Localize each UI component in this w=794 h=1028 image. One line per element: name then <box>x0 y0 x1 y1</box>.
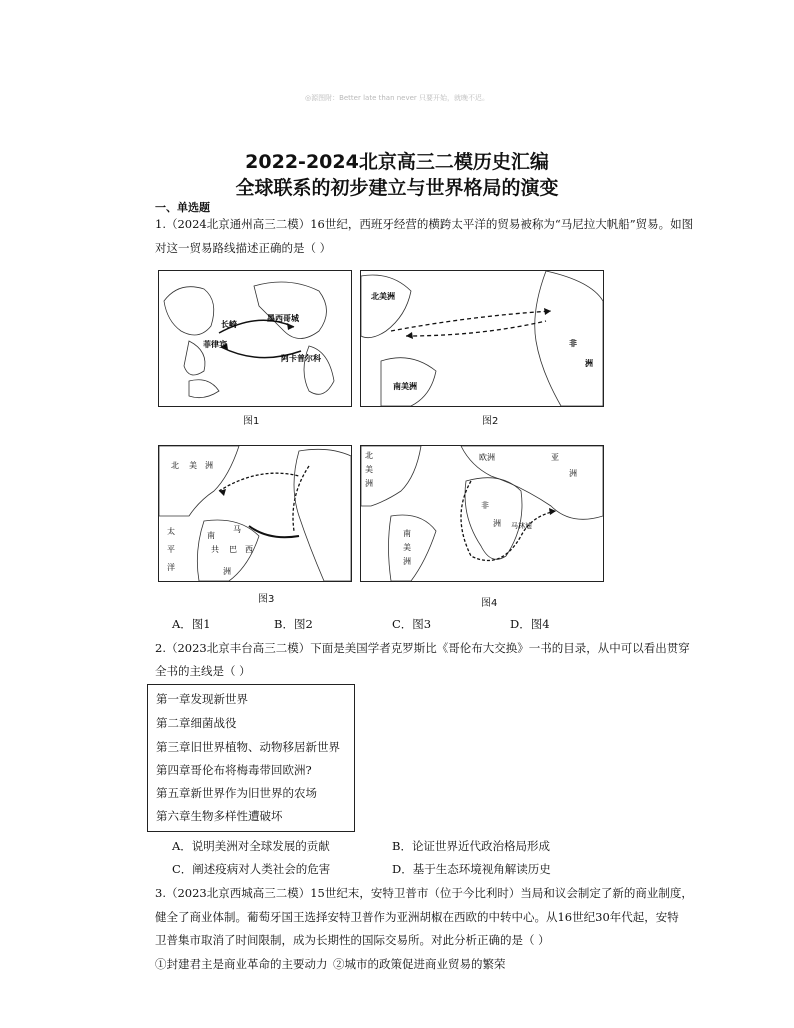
q2-stem-line1: 2.（2023北京丰台高三二模）下面是美国学者克罗斯比《哥伦布大交换》一书的目录，从中可以看出贯穿 <box>155 641 690 655</box>
toc-item: 第四章哥伦布将梅毒带回欧洲? <box>156 763 312 777</box>
fig4-label-europe: 欧洲 <box>479 453 495 462</box>
toc-item: 第五章新世界作为旧世界的农场 <box>156 786 317 800</box>
q3-stem-line1: 3.（2023北京西城高三二模）15世纪末，安特卫普市（位于今比利时）当局和议会制定了新的商业制度， <box>155 886 693 900</box>
q1-stem-line2: 对这一贸易路线描述正确的是（ ） <box>155 241 332 255</box>
table-of-contents-box <box>147 684 355 832</box>
toc-item: 第一章发现新世界 <box>156 692 248 706</box>
fig2-caption: 图2 <box>482 416 499 427</box>
document-title: 2022-2024北京高三二模历史汇编 <box>245 151 549 173</box>
fig3-label-am: 美 <box>189 461 197 470</box>
fig1-label-mexico-city: 墨西哥城 <box>267 314 299 323</box>
toc-item: 第三章旧世界植物、动物移居新世界 <box>156 740 340 754</box>
q3-stem-line2: 健全了商业体制。葡萄牙国王选择安特卫普作为亚洲胡椒在西欧的中转中心。从16世纪30年代起，安特 <box>155 910 679 924</box>
fig4-label-fei: 非 <box>481 501 489 510</box>
fig3-label-ping: 平 <box>167 545 175 554</box>
fig3-label-nan: 南 <box>207 531 215 540</box>
fig4-label-mei: 美 <box>403 543 411 552</box>
fig1-label-philippines: 菲律宾 <box>203 340 227 349</box>
map-figure-2 <box>360 270 604 407</box>
fig4-label-zhou4: 洲 <box>403 557 411 566</box>
q1-option-c[interactable]: C．图3 <box>392 617 432 631</box>
fig1-caption: 图1 <box>243 416 260 427</box>
q2-option-b[interactable]: B．论证世界近代政治格局形成 <box>392 839 550 853</box>
fig2-label-africa-1: 非 <box>569 339 577 348</box>
fig2-label-north-america: 北美洲 <box>371 292 395 301</box>
watermark-text: ◎源图附：Better late than never 只要开始，就晚不迟。 <box>304 94 490 102</box>
q3-stem-line3: 卫普集市取消了时间限制，成为长期性的国际交易所。对此分析正确的是（ ） <box>155 933 550 947</box>
fig4-label-zhou: 洲 <box>365 479 373 488</box>
fig4-label-nan: 南 <box>403 529 411 538</box>
fig4-label-n: 北 <box>365 451 373 460</box>
section-heading: 一、单选题 <box>155 201 210 214</box>
toc-item: 第二章细菌战役 <box>156 716 237 730</box>
q1-option-d[interactable]: D．图4 <box>510 617 550 631</box>
fig3-label-yang: 洋 <box>167 563 175 572</box>
document-subtitle: 全球联系的初步建立与世界格局的演变 <box>235 177 559 199</box>
fig1-label-nagasaki: 长崎 <box>221 320 237 329</box>
fig3-caption: 图3 <box>258 594 275 605</box>
fig1-label-acapulco: 阿卡普尔科 <box>281 354 321 363</box>
q3-item-1: ①封建君主是商业革命的主要动力 <box>155 957 328 971</box>
fig3-label-gong: 共 <box>211 545 219 554</box>
fig2-label-south-america: 南美洲 <box>393 382 417 391</box>
fig3-label-xi: 西 <box>245 545 253 554</box>
q2-option-a[interactable]: A．说明美洲对全球发展的贡献 <box>172 839 330 853</box>
fig3-label-zhou: 洲 <box>205 461 213 470</box>
q2-option-d[interactable]: D．基于生态环境视角解读历史 <box>392 862 551 876</box>
toc-item: 第六章生物多样性遭破坏 <box>156 809 283 823</box>
fig3-label-ma: 马 <box>233 525 241 534</box>
map-figure-4 <box>360 445 604 582</box>
fig3-label-zhou2: 洲 <box>223 567 231 576</box>
fig3-label-n: 北 <box>171 461 179 470</box>
fig3-label-tai: 太 <box>167 527 175 536</box>
fig4-label-am: 美 <box>365 465 373 474</box>
fig4-label-zhou2: 洲 <box>569 469 577 478</box>
fig4-label-ya: 亚 <box>551 453 559 462</box>
fig3-label-ba: 巴 <box>229 545 237 554</box>
q3-item-2: ②城市的政策促进商业贸易的繁荣 <box>333 957 506 971</box>
q1-option-a[interactable]: A．图1 <box>172 617 211 631</box>
map-figure-1 <box>158 270 352 407</box>
q1-option-b[interactable]: B．图2 <box>274 617 313 631</box>
q2-stem-line2: 全书的主线是（ ） <box>155 664 251 678</box>
q2-option-c[interactable]: C．阐述疫病对人类社会的危害 <box>172 862 331 876</box>
fig4-label-zhou3: 洲 <box>493 519 501 528</box>
q1-stem-line1: 1.（2024北京通州高三二模）16世纪，西班牙经营的横跨太平洋的贸易被称为“马尼拉大帆船”贸易。如图 <box>155 217 694 231</box>
map-figure-3 <box>158 445 352 582</box>
fig4-caption: 图4 <box>481 598 498 609</box>
fig4-label-malindi: 马林迪 <box>511 522 532 530</box>
fig2-label-africa-2: 洲 <box>585 359 593 368</box>
